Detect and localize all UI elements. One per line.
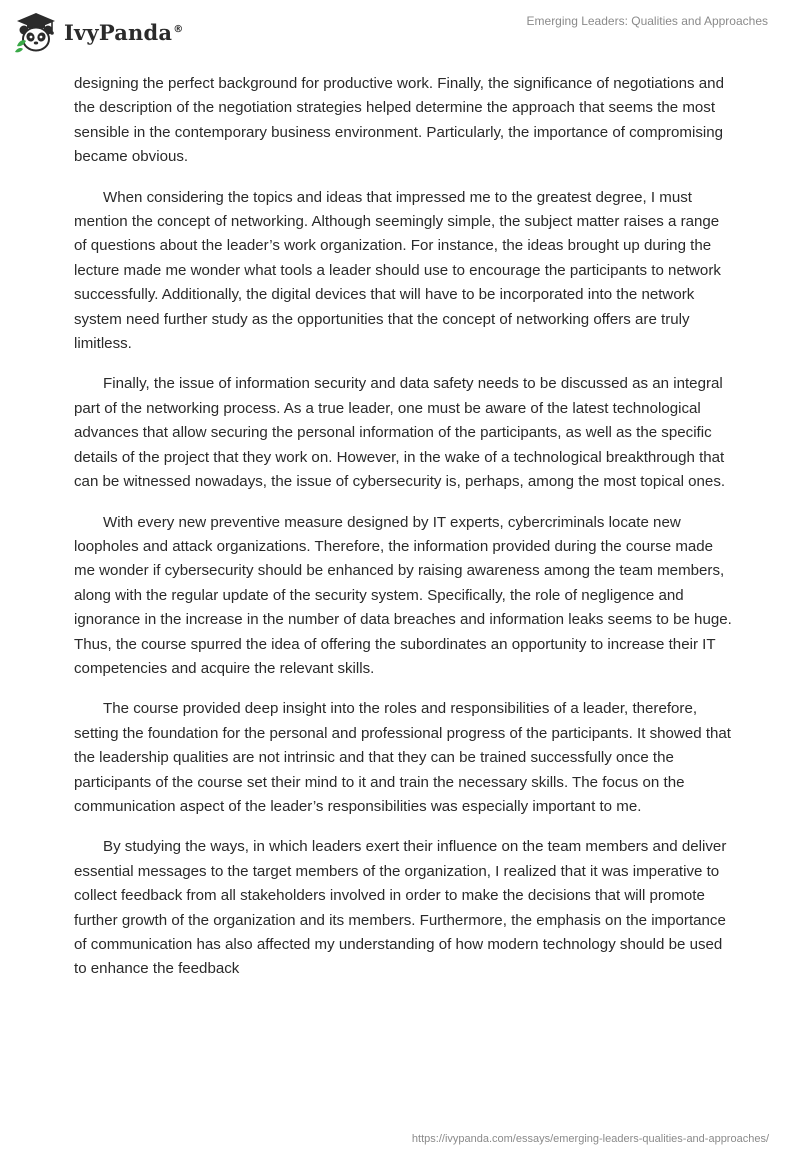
essay-paragraph: The course provided deep insight into the roles and responsibilities of a leader, therefore, setting the foundation for the personal and professional progress of the participants. It showed that the leadership qualities are not intrinsic and that they can be trained successfully once the participants of the course set their mind to it and train the necessary skills. The focus on the communication aspect of the leader’s responsibilities was especially important to me.	[74, 700, 731, 815]
page-header	[0, 0, 800, 64]
logo-wordmark: IvyPanda®	[64, 19, 184, 45]
essay-paragraph: By studying the ways, in which leaders exert their influence on the team members and deliver essential messages to the target members of the organization, I realized that it was imperative to collect feedback from all stakeholders involved in order to make the decisions that will promote further growth of the organization and its members. Furthermore, the emphasis on the importance of communication has also affected my understanding of how modern technology should be used to enhance the feedback	[74, 838, 727, 978]
essay-paragraph: designing the perfect background for productive work. Finally, the significance of negotiations and the description of the negotiation strategies helped determine the approach that seems the most sensible in the contemporary business environment. Particularly, the importance of compromising became obvious.	[74, 75, 724, 166]
source-url-link[interactable]: https://ivypanda.com/essays/emerging-leaders-qualities-and-approaches/	[411, 1133, 769, 1145]
panda-graduate-icon	[14, 10, 58, 54]
essay-paragraph: With every new preventive measure designed by IT experts, cybercriminals locate new loopholes and attack organizations. Therefore, the information provided during the course made me wonder if cybersecurity should be enhanced by raising awareness among the team members, along with the regular update of the security system. Specifically, the role of negligence and ignorance in the increase in the number of data breaches and information leaks seems to be huge. Thus, the course spurred the idea of offering the subordinates an opportunity to increase their IT competencies and acquire the relevant skills.	[74, 513, 732, 677]
essay-paragraph: Finally, the issue of information security and data safety needs to be discussed as an integral part of the networking process. As a true leader, one must be aware of the latest technological advances that allow securing the personal information of the participants, as well as the specific details of the project that they work on. However, in the wake of a technological breakthrough that can be witnessed nowadays, the issue of cybersecurity is, perhaps, among the most topical ones.	[74, 375, 726, 491]
essay-paragraph: When considering the topics and ideas that impressed me to the greatest degree, I must mention the concept of networking. Although seemingly simple, the subject matter raises a range of questions about the leader’s work organization. For instance, the ideas brought up during the lecture made me wonder what tools a leader should use to encourage the participants to network successfully. Additionally, the digital devices that will have to be incorporated into the network system need further study as the opportunities that the concept of networking offers are truly limitless.	[74, 188, 721, 353]
ivypanda-logo[interactable]	[14, 8, 183, 56]
document-title: Emerging Leaders: Qualities and Approaches	[526, 14, 768, 28]
essay-body	[74, 72, 734, 998]
